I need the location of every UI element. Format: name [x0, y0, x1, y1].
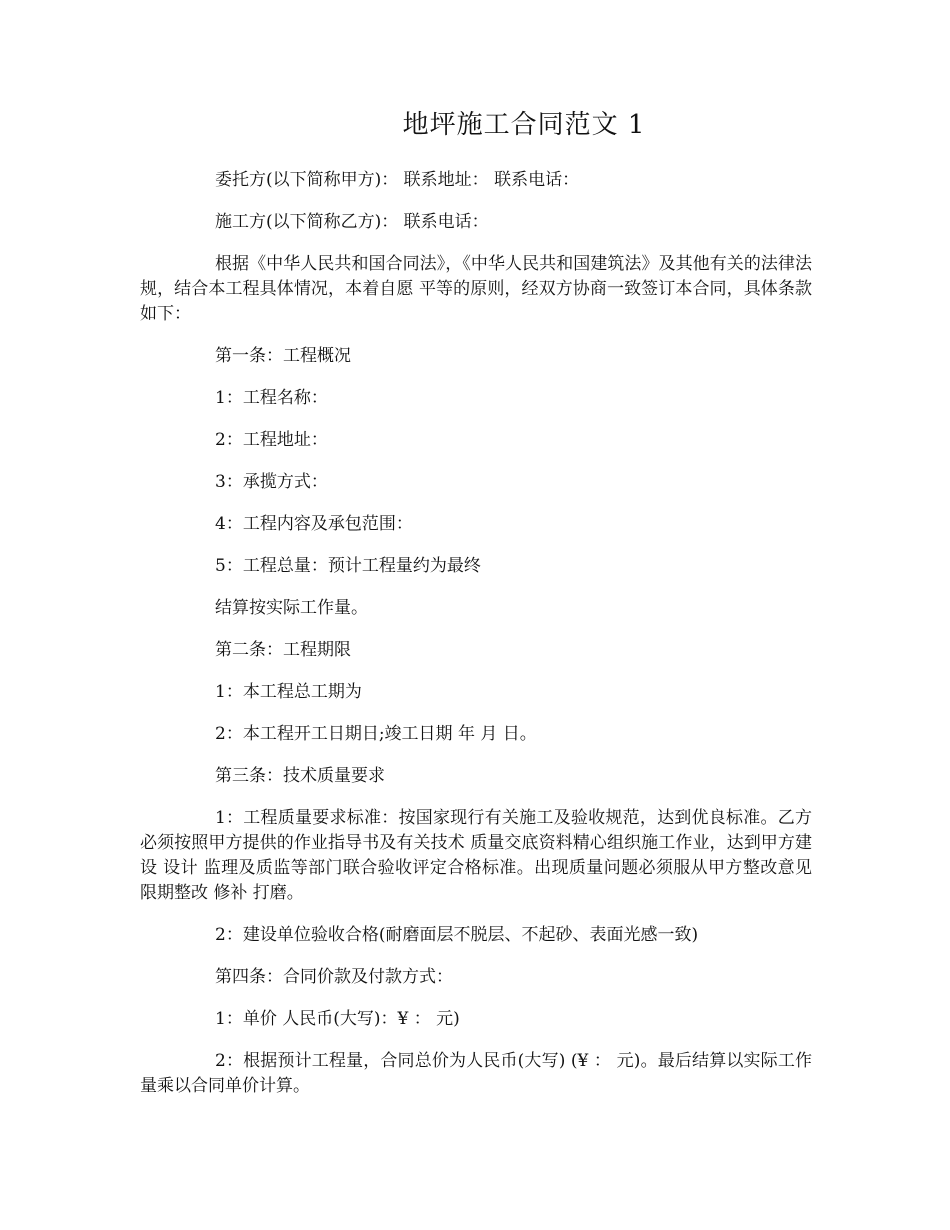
article-3-heading: 第三条：技术质量要求 — [215, 766, 385, 786]
article-3-item-1: 1：工程质量要求标准：按国家现行有关施工及验收规范，达到优良标准。乙方必须按照甲方提供的作业指导书及有关技术 质量交底资料精心组织施工作业，达到甲方建设 设计 监理及质监等部门联合验收评定合格标准。出现质量问题必须服从甲方整改意见限期整改 修补 打磨。 — [140, 808, 812, 903]
article-1-item-1: 1：工程名称： — [215, 388, 328, 408]
article-1-item-5-cont: 结算按实际工作量。 — [215, 598, 368, 618]
article-1-heading: 第一条：工程概况 — [215, 346, 351, 366]
document-title: 地坪施工合同范文 1 — [402, 110, 646, 140]
article-1-item-5: 5：工程总量：预计工程量约为最终 — [215, 556, 481, 576]
article-1-item-2: 2：工程地址： — [215, 430, 328, 450]
article-4-item-1: 1：单价 人民币(大写)：¥ ： 元) — [215, 1009, 460, 1029]
article-2-heading: 第二条：工程期限 — [215, 640, 351, 660]
paragraph-client: 委托方(以下简称甲方)： 联系地址： 联系电话： — [215, 170, 580, 190]
document-body — [140, 168, 812, 1116]
article-4-item-2: 2：根据预计工程量，合同总价为人民币(大写) (¥ ： 元)。最后结算以实际工作量乘以合同单价计算。 — [140, 1051, 812, 1096]
article-2-item-2: 2：本工程开工日期日;竣工日期 年 月 日。 — [215, 724, 537, 744]
article-1-item-3: 3：承揽方式： — [215, 472, 328, 492]
article-2-item-1: 1：本工程总工期为 — [215, 682, 362, 702]
paragraph-contractor: 施工方(以下简称乙方)： 联系电话： — [215, 212, 489, 232]
paragraph-preamble: 根据《中华人民共和国合同法》，《中华人民共和国建筑法》及其他有关的法律法规，结合本工程具体情况，本着自愿 平等的原则，经双方协商一致签订本合同，具体条款如下： — [140, 254, 812, 324]
article-3-item-2: 2：建设单位验收合格(耐磨面层不脱层、不起砂、表面光感一致) — [215, 925, 699, 945]
article-4-heading: 第四条：合同价款及付款方式： — [215, 967, 453, 987]
article-1-item-4: 4：工程内容及承包范围： — [215, 514, 413, 534]
